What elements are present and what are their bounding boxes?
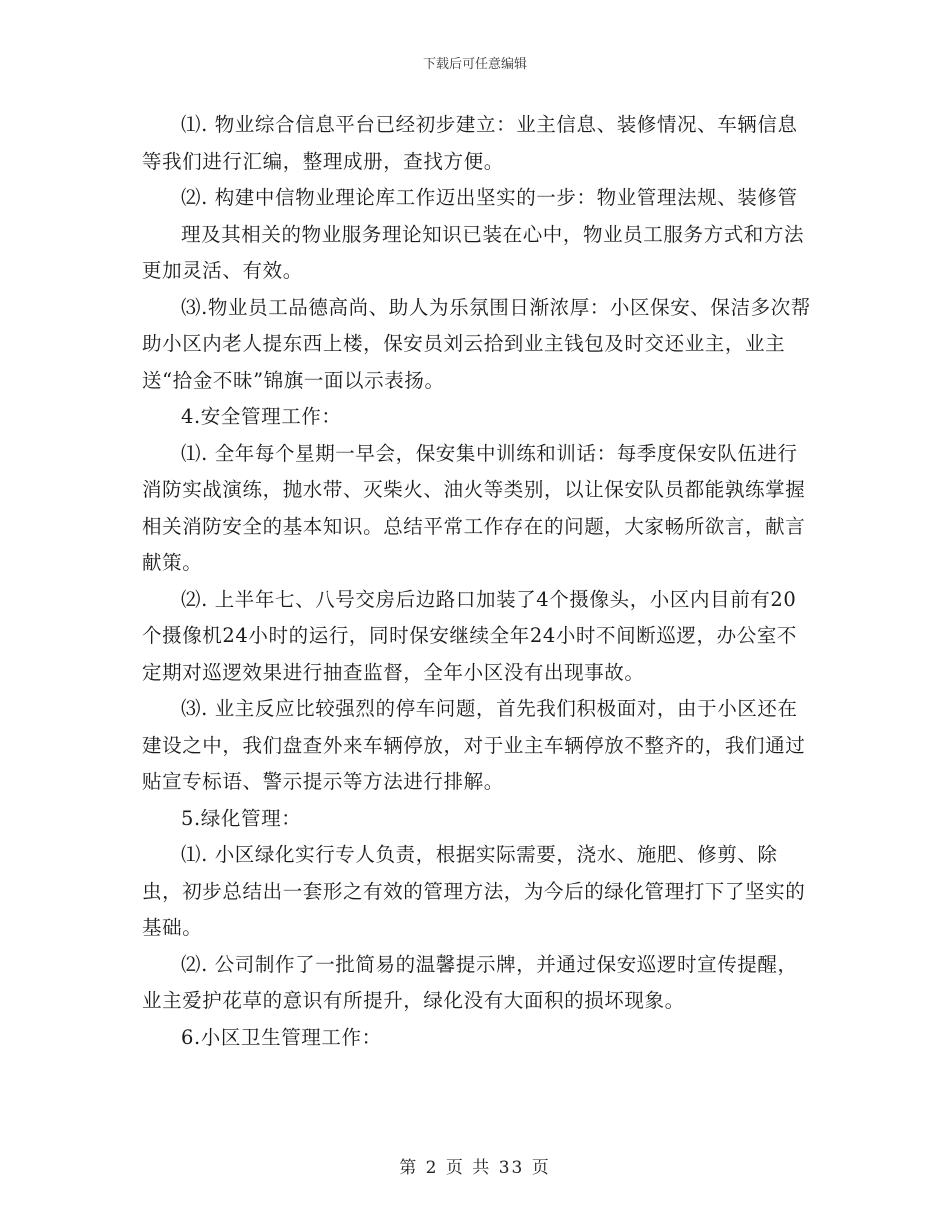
paragraph: ⑵. 构建中信物业理论库工作迈出坚实的一步：物业管理法规、装修管 xyxy=(181,186,798,209)
paragraph: 理及其相关的物业服务理论知识已装在心中，物业员工服务方式和方法更加灵活、有效。 xyxy=(142,222,805,282)
paragraph: ⑶.物业员工品德高尚、助人为乐氛围日渐浓厚：小区保安、保洁多次帮助小区内老人提东西上楼，保安员刘云拾到业主钱包及时交还业主，业主送“拾金不昧”锦旗一面以示表扬。 xyxy=(142,295,811,392)
paragraph: ⑶. 业主反应比较强烈的停车问题，首先我们积极面对，由于小区还在建设之中，我们盘查外来车辆停放，对于业主车辆停放不整齐的，我们通过贴宣专标语、警示提示等方法进行排解。 xyxy=(142,697,806,793)
paragraph: ⑴. 物业综合信息平台已经初步建立：业主信息、装修情况、车辆信息等我们进行汇编，整理成册，查找方便。 xyxy=(142,113,798,173)
document-body xyxy=(142,107,812,1056)
paragraph: ⑵. 公司制作了一批简易的温馨提示牌，并通过保安巡逻时宣传提醒，业主爱护花草的意识有所提升，绿化没有大面积的损坏现象。 xyxy=(142,952,798,1012)
section-heading: 6.小区卫生管理工作： xyxy=(181,1025,382,1049)
section-heading: 4.安全管理工作： xyxy=(181,405,342,428)
page-footer: 第 2 页 共 33 页 xyxy=(399,1158,551,1178)
paragraph: ⑴. 全年每个星期一早会，保安集中训练和训话：每季度保安队伍进行消防实战演练，抛水带、灭柴火、油火等类别，以让保安队员都能孰练掌握相关消防安全的基本知识。总结平常工作存在的问题，大家畅所欲言，献言献策。 xyxy=(142,441,806,574)
page-header: 下载后可任意编辑 xyxy=(422,57,527,72)
paragraph: ⑵. 上半年七、八号交房后边路口加装了4个摄像头，小区内目前有20个摄像机24小时的运行，同时保安继续全年24小时不间断巡逻，办公室不定期对巡逻效果进行抽查监督，全年小区没有出现事故。 xyxy=(142,587,798,684)
section-heading: 5.绿化管理： xyxy=(181,806,302,830)
paragraph: ⑴. 小区绿化实行专人负责，根据实际需要，浇水、施肥、修剪、除虫，初步总结出一套形之有效的管理方法，为今后的绿化管理打下了坚实的基础。 xyxy=(142,843,806,939)
